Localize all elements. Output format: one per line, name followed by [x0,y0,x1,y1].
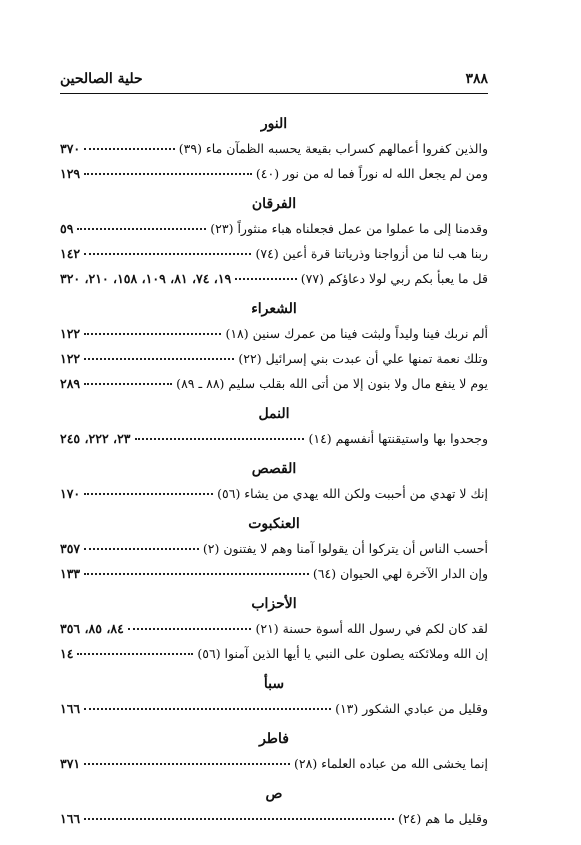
page-references: ٨٤، ٨٥، ٣٥٦ [60,621,124,636]
surah-heading: فاطر [259,731,289,747]
page-references: ١٤ [60,646,74,661]
verse-index [60,112,488,837]
verse-text: وقليل من عبادي الشكور (١٣) [335,701,488,716]
dot-leader [84,358,234,360]
dot-leader [84,493,213,495]
page-references: ١٧٠ [60,486,81,501]
verse-text: وقدمنا إلى ما عملوا من عمل فجعلناه هباء منثوراً (٢٣) [210,221,488,236]
page-references: ١٢٢ [60,326,81,341]
index-entry [60,641,488,666]
verse-text: ألم نربك فينا وليداً ولبثت فينا من عمرك سنين (١٨) [225,326,488,341]
header-rule [60,93,488,94]
surah-section [60,112,488,186]
verse-text: وإن الدار الآخرة لهي الحيوان (٦٤) [312,566,488,581]
page-references: ١٩، ٧٤، ٨١، ١٠٩، ١٥٨، ٢١٠، ٣٢٠ [60,271,232,286]
dot-leader [84,333,221,335]
page-references: ٢٨٩ [60,376,81,391]
surah-section [60,297,488,396]
dot-leader [84,383,172,385]
page-references: ١٢٢ [60,351,81,366]
page-number: ٣٨٨ [465,71,488,87]
surah-section [60,457,488,506]
page-references: ١٢٩ [60,166,81,181]
index-entry [60,136,488,161]
index-entry [60,696,488,721]
index-entry [60,426,488,451]
dot-leader [84,173,252,175]
surah-heading: النور [260,116,288,132]
index-entry [60,266,488,291]
surah-heading: النمل [258,406,290,422]
dot-leader [135,438,305,440]
index-entry [60,481,488,506]
surah-heading: الأحزاب [251,596,297,612]
verse-text: إن الله وملائكته يصلون على النبي يا أيها الذين آمنوا (٥٦) [197,646,488,661]
index-entry [60,216,488,241]
surah-section [60,192,488,291]
verse-text: يوم لا ينفع مال ولا بنون إلا من أتى الله بقلب سليم (٨٨ ـ ٨٩) [176,376,488,391]
dot-leader [128,628,252,630]
verse-text: قل ما يعبأ بكم ربي لولا دعاؤكم (٧٧) [300,271,488,286]
dot-leader [84,763,290,765]
surah-section [60,402,488,451]
verse-text: إنما يخشى الله من عباده العلماء (٢٨) [294,756,488,771]
index-entry [60,751,488,776]
surah-section [60,592,488,666]
index-entry [60,806,488,831]
dot-leader [84,708,331,710]
surah-section [60,512,488,586]
surah-heading: سبأ [263,676,285,692]
surah-heading: ص [265,786,283,802]
surah-heading: الشعراء [251,301,297,317]
surah-section [60,727,488,776]
verse-text: وجحدوا بها واستيقنتها أنفسهم (١٤) [308,431,488,446]
index-entry [60,161,488,186]
page-references: ٥٩ [60,221,74,236]
page-references: ٣٧٠ [60,141,81,156]
index-entry [60,321,488,346]
index-entry [60,241,488,266]
verse-text: وتلك نعمة تمنها علي أن عبدت بني إسرائيل (٢٢) [238,351,488,366]
page-references: ٣٧١ [60,756,81,771]
page-references: ١٦٦ [60,811,81,826]
surah-heading: العنكبوت [248,516,300,532]
page-references: ٣٥٧ [60,541,81,556]
dot-leader [84,148,175,150]
page-references: ٢٣، ٢٢٢، ٢٤٥ [60,431,131,446]
dot-leader [84,548,199,550]
verse-text: ربنا هب لنا من أزواجنا وذرياتنا قرة أعين (٧٤) [255,246,488,261]
dot-leader [77,653,193,655]
verse-text: إنك لا تهدي من أحببت ولكن الله يهدي من يشاء (٥٦) [217,486,488,501]
surah-heading: القصص [251,461,297,477]
index-entry [60,561,488,586]
dot-leader [84,253,251,255]
surah-section [60,672,488,721]
verse-text: ومن لم يجعل الله له نوراً فما له من نور (٤٠) [255,166,488,181]
index-entry [60,536,488,561]
dot-leader [84,573,309,575]
surah-heading: الفرقان [251,196,297,212]
index-entry [60,371,488,396]
surah-section [60,782,488,831]
verse-text: أحسب الناس أن يتركوا أن يقولوا آمنا وهم لا يفتنون (٢) [202,541,488,556]
dot-leader [235,278,296,280]
page-references: ١٤٢ [60,246,81,261]
book-title: حلية الصالحين [60,71,143,87]
index-entry [60,616,488,641]
verse-text: والذين كفروا أعمالهم كسراب بقيعة يحسبه الظمآن ماء (٣٩) [178,141,488,156]
page-references: ١٦٦ [60,701,81,716]
index-entry [60,346,488,371]
page-references: ١٣٣ [60,566,81,581]
verse-text: لقد كان لكم في رسول الله أسوة حسنة (٢١) [255,621,488,636]
dot-leader [77,228,206,230]
verse-text: وقليل ما هم (٢٤) [398,811,488,826]
running-head [60,66,488,92]
dot-leader [84,818,394,820]
